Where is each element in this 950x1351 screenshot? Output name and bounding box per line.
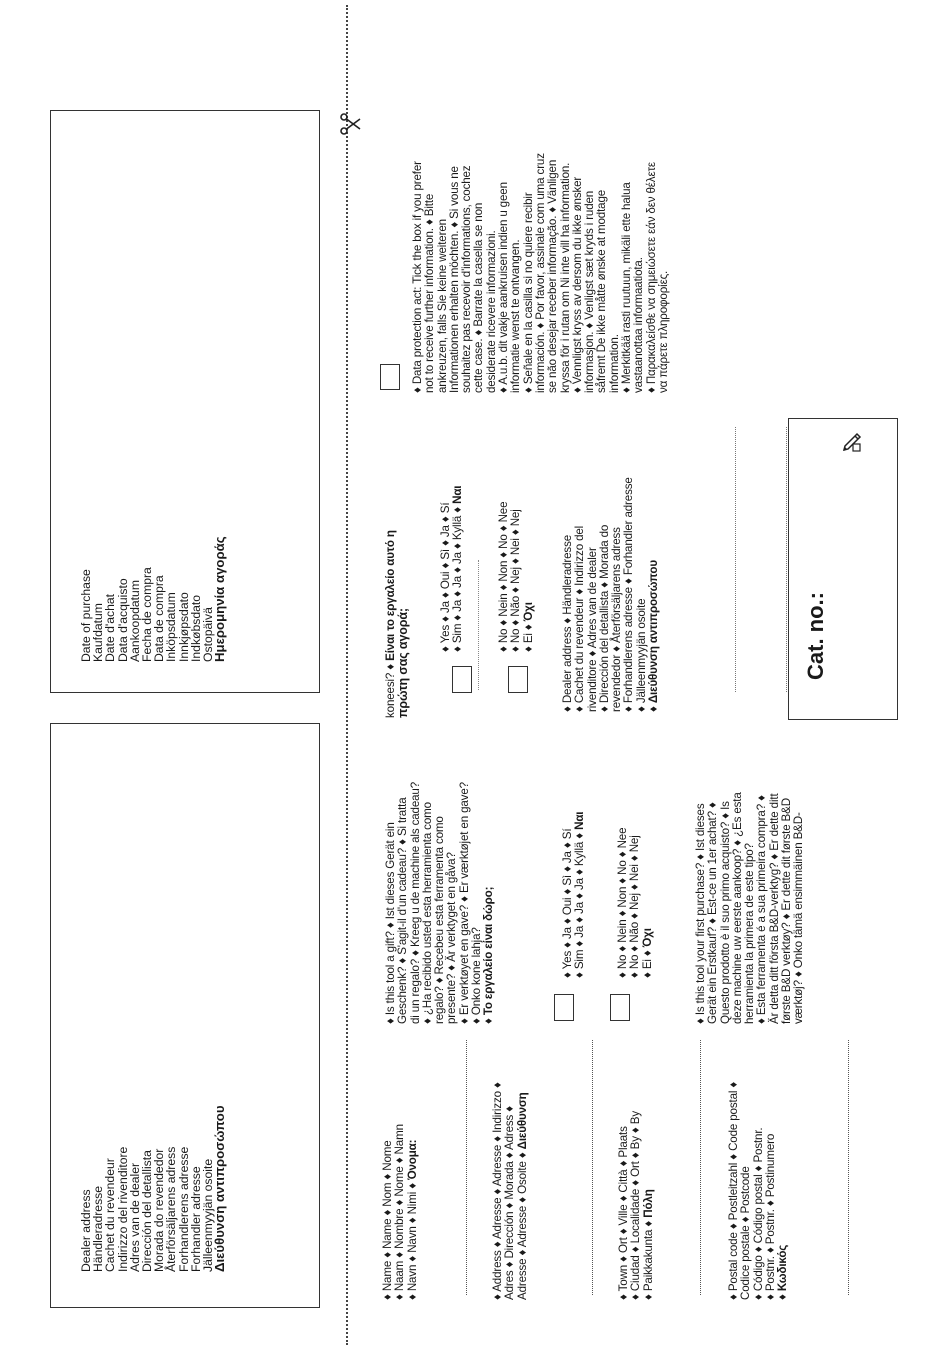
dealer2-line: ♦ Dirección del detallista ♦ Morada do: [597, 524, 611, 712]
town-field-block: [618, 1111, 655, 1300]
first-greek: Είναι το εργαλείο αυτό η: [384, 530, 397, 661]
dp-line: souhaitez pas recevoir d'informations, cochez: [460, 165, 474, 393]
first-greek: πρώτη σας αγορά;: [396, 608, 411, 718]
dealer-address-input-lines[interactable]: [735, 427, 787, 692]
gift-line: Geschenk? ♦ S'agit-il d'un cadeau? ♦ Si tratta: [396, 797, 410, 1024]
name-label: ♦ Name ♦ Name ♦ Nom ♦ Nome: [381, 1140, 394, 1300]
first-line: værktøj? ♦ Onko tämä ensimmäinen B&D-: [792, 812, 806, 1024]
dealer-line: Händleradresse: [91, 1185, 106, 1272]
dp-line: not to receive further information. ♦ Bitte: [423, 193, 437, 393]
gift-no-label: ♦ No ♦ Nein ♦ Non ♦ No ♦ Nee: [616, 827, 629, 978]
gift-yes-label: ♦ Yes ♦ Ja ♦ Oui ♦ Sì ♦ Ja ♦ Sí: [561, 828, 574, 978]
gift-line: ♦ Onko kone lahja?: [470, 927, 484, 1024]
purchase-line: Ostopäivä: [201, 607, 216, 662]
dp-line: información. ♦ Por favor, assinale com uma cruz: [533, 153, 547, 393]
name-label: ♦ Naam ♦ Nombre ♦ Nome ♦ Namn: [393, 1124, 407, 1300]
purchase-line: Kaufdatum: [91, 603, 106, 662]
gift-line: regalo? ♦ Recebeu esta ferramenta como: [433, 816, 447, 1024]
name-greek: Όνομα:: [405, 1139, 419, 1180]
dealer2-line: ♦ Dealer address ♦ Händleradresse: [561, 534, 574, 712]
gift-no-greek: Όχι: [640, 928, 654, 948]
postal-label: Codice postale ♦ Postcode: [739, 1166, 753, 1300]
purchase-line: Inköpsdatum: [164, 592, 179, 662]
first-purchase-question: [695, 792, 806, 1024]
purchase-line: Indkøbsdato: [188, 594, 203, 662]
name-label: ♦ Navn ♦ Navn ♦ Nimi ♦: [405, 1179, 419, 1300]
dealer2-line: revendedor ♦ Återförsäljarens adress: [610, 527, 624, 712]
dealer2-line: ♦: [647, 703, 661, 712]
dealer-line: Morada do revendedor: [152, 1148, 167, 1272]
pen-icon: [840, 430, 864, 454]
purchase-line: Fecha de compra: [140, 567, 155, 662]
first-line: deze machine uw eerste aankoop? ♦ ¿Es esta: [730, 792, 744, 1024]
dp-line: informatie wenst te ontvangen.: [509, 239, 523, 393]
town-label: ♦ Ciudad ♦ Localidade ♦ Ort ♦ By ♦ By: [629, 1110, 643, 1300]
postal-input-line[interactable]: [848, 1040, 849, 1295]
gift-no: [617, 828, 654, 978]
fold-line: [478, 560, 479, 690]
dealer2-line: rivenditore ♦ Adres van de dealer: [585, 547, 599, 712]
gift-greek: Το εργαλείο είναι δώρο;: [482, 886, 496, 1016]
dp-line: ankreuzen, falls Sie keine weiteren: [435, 219, 449, 393]
dp-line: cette case. ♦ Barrate la casella se non: [472, 202, 486, 393]
address-label: Adres ♦ Dirección ♦ Morada ♦ Adress ♦: [503, 1105, 517, 1300]
gift-line: presente? ♦ Är verktyget en gåva?: [445, 852, 459, 1024]
first-purchase-cont: [385, 530, 410, 718]
address-field-block: [492, 1082, 529, 1300]
purchase-line: Date of purchase: [79, 569, 93, 662]
dealer-line: Dealer address: [79, 1189, 93, 1272]
gift-no-label: ♦ No ♦ Não ♦ Nej ♦ Nei ♦ Nej: [628, 835, 642, 978]
first-line: første B&D verktøy? ♦ Er dette dit første B&D: [780, 798, 794, 1024]
postal-label: ♦ Código ♦ Código postal ♦ Postnr.: [751, 1127, 765, 1300]
first-line: herramienta la primera de este tipo?: [743, 843, 757, 1024]
dealer-line: Adres van de dealer: [127, 1162, 142, 1272]
dealer-address-block: [562, 477, 660, 712]
gift-yes-greek: Ναι: [573, 811, 587, 830]
dp-line: se não desejar receber informação. ♦ Vänligen: [546, 159, 560, 393]
dp-line: ♦ Señale en la casilla si no quiere recibir: [521, 192, 535, 393]
purchase-box-text: [80, 536, 226, 662]
dp-line: ♦ Data protection act: Tick the box if you prefer: [411, 161, 424, 393]
dealer2-greek: Διεύθυνση αντιπροσώπου: [647, 560, 661, 704]
first-no-label: ♦ Ei ♦: [521, 621, 535, 652]
first-yes-checkbox[interactable]: [452, 666, 472, 693]
dealer-line: Forhandlerens adresse: [176, 1146, 191, 1272]
dp-line: ♦ A.u.b. dit vakje aankruisen indien u geen: [497, 182, 511, 393]
dp-line: information.: [607, 334, 621, 393]
address-label: Adresse ♦ Adresse ♦ Osoite ♦: [515, 1149, 529, 1300]
dp-line: Informationen erhalten möchten. ♦ Si vous ne: [447, 166, 461, 393]
first-yes-greek: Ναι: [451, 485, 465, 504]
dealer2-line: ♦ Forhandlerens adresse ♦ Forhandler adresse: [622, 477, 636, 712]
gift-no-label: ♦ Ei ♦: [640, 947, 654, 978]
dp-line: kryssa för i rutan om Ni inte vill ha information.: [558, 162, 572, 393]
first-yes-label: ♦ Sim ♦ Ja ♦ Ja ♦ Ja ♦ Kyllä ♦: [451, 503, 465, 652]
scissors-icon: [338, 112, 362, 136]
dealer2-line: ♦ Jälleenmyyjän osoite: [634, 598, 648, 712]
postal-field-block: [728, 1082, 789, 1300]
purchase-line: Data d'acquisto: [115, 578, 130, 662]
cat-no-label: Cat. no.:: [803, 592, 828, 680]
gift-yes-label: ♦ Sim ♦ Ja ♦ Ja ♦ Ja ♦ Kyllä ♦: [573, 829, 587, 978]
first-yes: [440, 486, 465, 652]
gift-line: ♦ Er verktøyet en gave? ♦ Er værktøjet en gave?: [457, 782, 471, 1024]
dp-line: desiderate ricevere informazioni.: [484, 230, 498, 393]
dealer-line: Dirección del detallista: [140, 1150, 155, 1272]
purchase-line: Date d'achat: [103, 593, 118, 662]
gift-line: ♦ ¿Ha recibido usted esta herramienta como: [420, 802, 434, 1024]
purchase-line: Data de compra: [152, 575, 167, 662]
dealer-line: Cachet du revendeur: [103, 1158, 118, 1272]
purchase-line: Innkjøpsdato: [176, 592, 191, 662]
first-yes-label: ♦ Yes ♦ Ja ♦ Oui ♦ Sì ♦ Ja ♦ Sí: [439, 502, 452, 652]
name-input-line[interactable]: [466, 1040, 467, 1295]
town-input-line[interactable]: [700, 1040, 701, 1295]
dp-line: ♦ Vennligst kryss av dersom du ikke ønsker: [570, 176, 584, 393]
first-no-label: ♦ No ♦ Não ♦ Nej ♦ Nei ♦ Nej: [509, 509, 523, 652]
purchase-greek: Ημερομηνία αγοράς: [212, 536, 228, 662]
dealer-line: Jälleenmyyjän osoite: [201, 1158, 216, 1272]
first-no-checkbox[interactable]: [508, 666, 528, 693]
first-no: [498, 502, 535, 652]
address-input-line[interactable]: [592, 1040, 593, 1295]
postal-label: ♦: [776, 1291, 790, 1300]
gift-line: ♦: [482, 1015, 496, 1024]
town-greek: Πόλη: [641, 1189, 655, 1218]
dp-line: informasjon. ♦ Venligst sæt kryds i ruden: [583, 190, 597, 393]
dealer2-line: ♦ Cachet du revendeur ♦ Indirizzo del: [573, 525, 587, 712]
postal-label: ♦ Postal code ♦ Postleitzahl ♦ Code postal ♦: [727, 1081, 740, 1300]
dp-line: να πάρετε πληροφορίες.: [656, 270, 670, 393]
town-label: ♦ Town ♦ Ort ♦ Ville ♦ Città ♦ Plaats: [617, 1126, 630, 1300]
gift-no-checkbox[interactable]: [610, 994, 630, 1021]
gift-yes-checkbox[interactable]: [554, 994, 574, 1021]
first-line: Är detta ditt första B&D-verktyg? ♦ Er dette ditt: [767, 793, 781, 1024]
address-greek: Διεύθυνση: [515, 1092, 529, 1150]
dp-line: ♦ Παρακαλείσθε να σημειώσετε εάν δεν θέλετε: [644, 162, 658, 393]
dp-line: såfremt De ikke måtte ønske at modtage: [595, 189, 609, 393]
gift-line: ♦ Is this tool a gift? ♦ Ist dieses Gerät ein: [384, 822, 397, 1024]
dealer-box-text: [80, 1105, 226, 1272]
dealer-line: Forhandler adresse: [188, 1166, 203, 1272]
first-line: ♦ Is this tool your first purchase? ♦ Ist dieses: [694, 803, 707, 1024]
dealer-greek: Διεύθυνση αντιπροσώπου: [212, 1105, 228, 1272]
first-no-greek: Όχι: [521, 602, 535, 622]
first-line: Gerät ein Erstkauf? ♦ Est-ce un 1er achat? ♦: [706, 802, 720, 1024]
dp-line: ♦ Merkitkää rasti ruutuun, mikäli ette halua: [620, 182, 634, 393]
data-protection-checkbox[interactable]: [380, 364, 400, 390]
gift-yes: [562, 812, 587, 978]
gift-question: [385, 782, 496, 1024]
dealer-line: Indirizzo del rivenditore: [115, 1146, 130, 1272]
first-no-label: ♦ No ♦ Nein ♦ Non ♦ No ♦ Nee: [497, 501, 510, 652]
first-line: Questo prodotto è il suo primo acquisto? ♦ Is: [718, 801, 732, 1024]
first-line: ♦ Esta ferramenta é a sua primeira compra? ♦: [755, 795, 769, 1024]
dealer-line: Återförsäljarens adress: [164, 1146, 179, 1272]
address-label: ♦ Address ♦ Adresse ♦ Adresse ♦ Indirizzo ♦: [491, 1082, 504, 1300]
postal-greek: Κωδικός: [776, 1244, 790, 1292]
cat-no-label-wrap: [803, 592, 829, 680]
dp-line: vastaanottaa informaatiota.: [632, 257, 646, 393]
data-protection-block: [412, 153, 670, 393]
gift-line: di un regalo? ♦ Kreeg u de machine als cadeau?: [408, 781, 422, 1024]
name-field-block: [382, 1124, 419, 1300]
postal-label: ♦ Postnr. ♦ Postnr. ♦ Postinumero: [763, 1133, 777, 1300]
cut-line: [346, 5, 348, 1345]
first-line: koneesi? ♦: [384, 660, 397, 718]
purchase-line: Aankoopdatum: [127, 580, 142, 662]
town-label: ♦ Paikkakunta ♦: [641, 1217, 655, 1300]
